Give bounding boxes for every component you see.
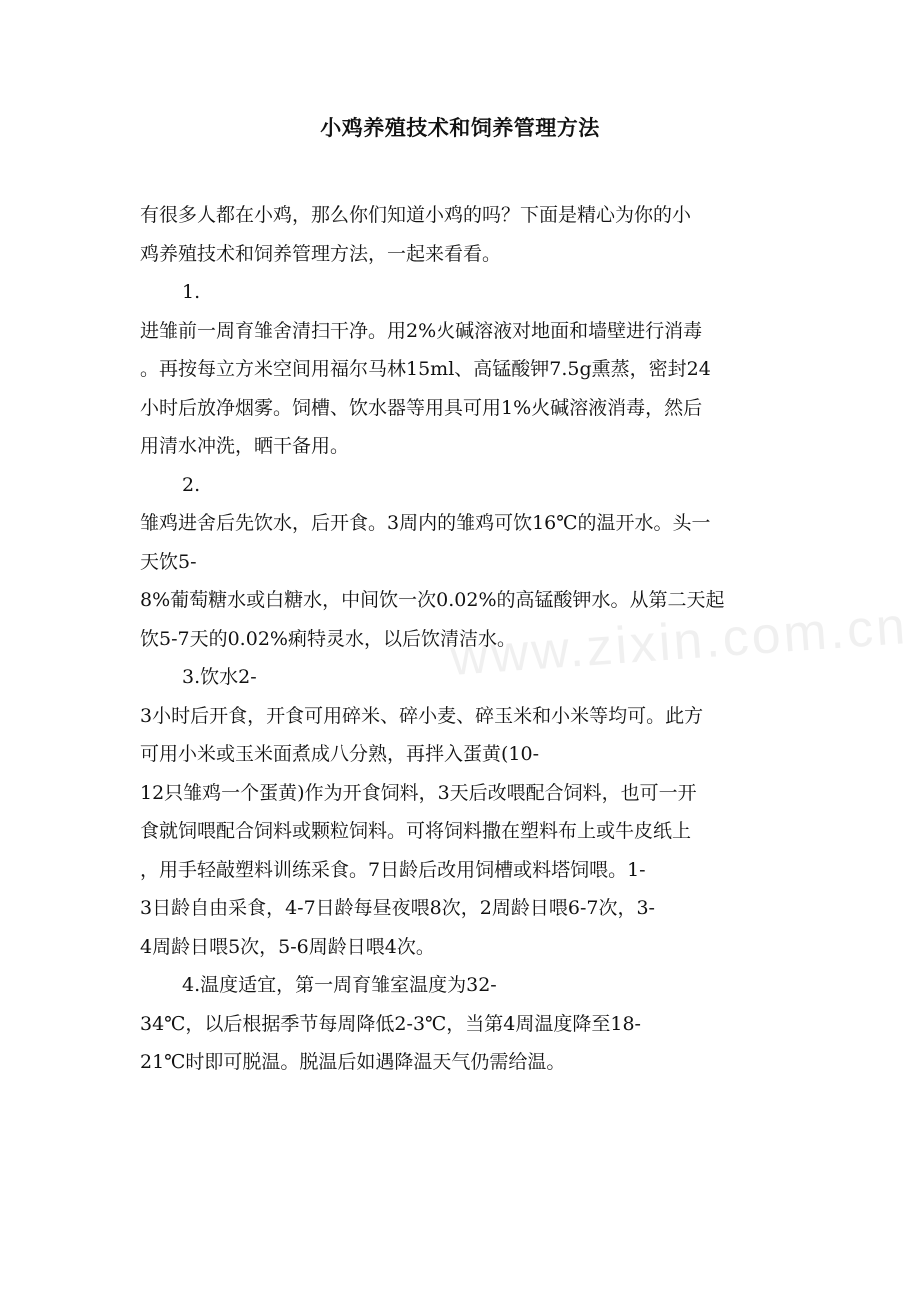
- text-line: 12只雏鸡一个蛋黄)作为开食饲料，3天后改喂配合饲料，也可一开: [140, 781, 697, 804]
- text-line: 食就饲喂配合饲料或颗粒饲料。可将饲料撒在塑料布上或牛皮纸上: [140, 820, 692, 842]
- text-line: 4.温度适宜，第一周育雏室温度为32-: [182, 974, 497, 996]
- text-line: 天饮5-: [140, 550, 197, 573]
- text-line: 有很多人都在小鸡，那么你们知道小鸡的吗？下面是精心为你的小: [140, 204, 692, 226]
- text-line: 雏鸡进舍后先饮水，后开食。3周内的雏鸡可饮16℃的温开水。头一: [140, 512, 711, 534]
- document-body: [140, 196, 790, 1082]
- text-line: 可用小米或玉米面煮成八分熟，再拌入蛋黄(10-: [140, 743, 540, 765]
- text-line: 小时后放净烟雾。饲槽、饮水器等用具可用1%火碱溶液消毒，然后: [140, 396, 703, 419]
- text-line: 进雏前一周育雏舍清扫干净。用2%火碱溶液对地面和墙壁进行消毒: [140, 319, 703, 342]
- text-line: 用清水冲洗，晒干备用。: [140, 435, 350, 457]
- text-line: 8%葡萄糖水或白糖水，中间饮一次0.02%的高锰酸钾水。从第二天起: [140, 589, 725, 611]
- text-line: 21℃时即可脱温。脱温后如遇降温天气仍需给温。: [140, 1051, 566, 1073]
- text-line: 4周龄日喂5次，5-6周龄日喂4次。: [140, 935, 435, 958]
- watermark: www.zixin.com.cn: [448, 597, 910, 687]
- text-line: 1.: [182, 281, 201, 303]
- text-line: 34℃，以后根据季节每周降低2-3℃，当第4周温度降至18-: [140, 1012, 641, 1035]
- text-line: 2.: [182, 473, 201, 496]
- text-line: 。再按每立方米空间用福尔马林15ml、高锰酸钾7.5g熏蒸，密封24: [140, 358, 711, 380]
- text-line: 鸡养殖技术和饲养管理方法，一起来看看。: [140, 242, 502, 265]
- text-line: 饮5-7天的0.02%痢特灵水，以后饮清洁水。: [140, 627, 516, 650]
- text-line: ，用手轻敲塑料训练采食。7日龄后改用饲槽或料塔饲喂。1-: [140, 858, 646, 881]
- document-title: 小鸡养殖技术和饲养管理方法: [320, 115, 600, 140]
- text-line: 3.饮水2-: [182, 666, 257, 688]
- text-line: 3小时后开食，开食可用碎米、碎小麦、碎玉米和小米等均可。此方: [140, 704, 704, 727]
- text-line: 3日龄自由采食，4-7日龄每昼夜喂8次，2周龄日喂6-7次，3-: [140, 897, 655, 919]
